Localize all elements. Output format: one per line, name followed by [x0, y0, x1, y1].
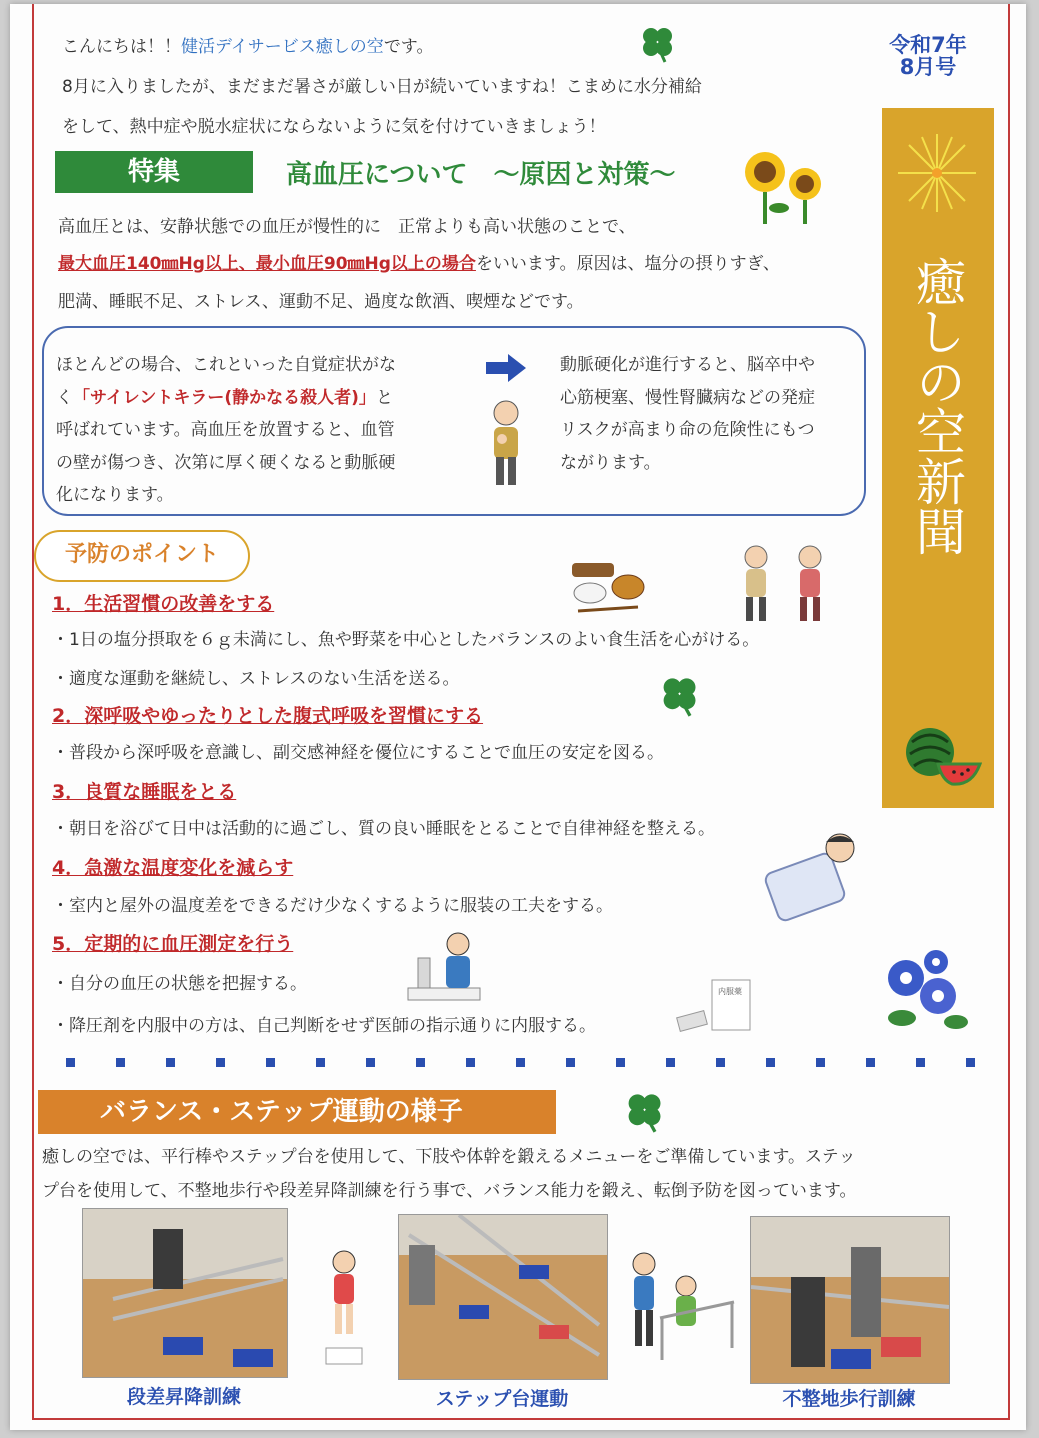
divider-dot: [316, 1058, 325, 1067]
medicine-bag-label: 内服薬: [718, 987, 742, 996]
point-1-heading: 1．生活習慣の改善をする: [52, 593, 275, 615]
point-3-bullet: ・朝日を浴びて日中は活動的に過ごし、質の良い睡眠をとることで自律神経を整える。: [52, 819, 715, 839]
sidebar-banner: [882, 108, 994, 808]
dotted-divider: [66, 1058, 966, 1068]
feature-tag: 特集: [55, 151, 253, 193]
info-right-line: 動脈硬化が進行すると、脳卒中や: [560, 355, 815, 375]
point-5-bullet-a: ・自分の血圧の状態を把握する。: [52, 974, 307, 994]
issue-month: 8月号: [899, 55, 957, 80]
point-5-bullet-b: ・降圧剤を内服中の方は、自己判断をせず医師の指示通りに内服する。: [52, 1016, 596, 1036]
point-1-bullet-b: ・適度な運動を継続し、ストレスのない生活を送る。: [52, 669, 460, 689]
feature-paragraph-2: [58, 253, 780, 276]
divider-dot: [966, 1058, 975, 1067]
divider-dot: [466, 1058, 475, 1067]
info-left-line-2-suffix: と: [375, 387, 393, 408]
divider-dot: [716, 1058, 725, 1067]
info-left-line: 呼ばれています。高血圧を放置すると、血管: [56, 420, 395, 440]
point-3-heading: 3．良質な睡眠をとる: [52, 781, 237, 803]
greeting-suffix: です。: [383, 37, 434, 57]
point-4-bullet: ・室内と屋外の温度差をできるだけ少なくするように服装の工夫をする。: [52, 896, 613, 916]
caption-step-platform-exercise: ステップ台運動: [435, 1388, 569, 1410]
blood-pressure-measurement-icon: [406, 932, 484, 1004]
divider-dot: [666, 1058, 675, 1067]
sleeping-person-icon: [762, 830, 862, 922]
info-left-line: ほとんどの場合、これといった自覚症状がな: [56, 355, 396, 375]
info-left-line: の壁が傷つき、次第に厚く硬くなると動脈硬: [56, 452, 396, 473]
divider-dot: [616, 1058, 625, 1067]
prevention-heading: 予防のポイント: [34, 530, 250, 582]
feature-paragraph-1: 高血圧とは、安静状態での血圧が慢性的に 正常よりも高い状態のことで、: [58, 217, 636, 237]
intro-line-2: 8月に入りましたが、まだまだ暑さが厳しい日が続いていますね！こまめに水分補給: [62, 77, 702, 97]
info-right-line: ながります。: [560, 452, 661, 473]
info-box-left-text: [56, 349, 396, 512]
feature-paragraph-2-rest: をいいます。原因は、塩分の摂りすぎ、: [475, 254, 780, 274]
info-right-line: リスクが高まり命の危険性にもつ: [560, 420, 815, 440]
arrow-right-icon: [486, 354, 526, 382]
clover-icon: [622, 1090, 666, 1134]
point-1-bullet-a: ・1日の塩分摂取を６ｇ未満にし、魚や野菜を中心としたバランスのよい食生活を心がける。: [52, 630, 760, 650]
photo-uneven-ground-walking: [750, 1216, 950, 1384]
divider-dot: [816, 1058, 825, 1067]
clover-icon: [657, 674, 701, 718]
elderly-man-chest-pain-icon: [482, 397, 530, 489]
feature-paragraph-3: 肥満、睡眠不足、ストレス、運動不足、過度な飲酒、喫煙などです。: [58, 292, 584, 312]
divider-dot: [416, 1058, 425, 1067]
issue-year: 令和7年: [889, 33, 967, 57]
photo-step-up-training: [82, 1208, 288, 1378]
divider-dot: [366, 1058, 375, 1067]
divider-dot: [566, 1058, 575, 1067]
info-box-right-text: [560, 349, 815, 479]
info-left-line: [56, 382, 396, 415]
intro-line-3: をして、熱中症や脱水症状にならないように気を付けていきましょう！: [62, 117, 606, 137]
watermelon-icon: [902, 718, 982, 788]
point-4-heading: 4．急激な温度変化を減らす: [52, 857, 294, 879]
girl-step-exercise-icon: [322, 1248, 366, 1372]
greeting-prefix: こんにちは！！: [62, 37, 181, 57]
info-left-line: 化になります。: [56, 485, 174, 505]
sunflower-icon: [735, 146, 835, 226]
divider-dot: [516, 1058, 525, 1067]
caption-step-up-training: 段差昇降訓練: [126, 1386, 241, 1408]
info-left-line-2-prefix: く: [56, 387, 73, 408]
blood-pressure-criteria: 最大血圧140㎜Hg以上、最小血圧90㎜Hg以上の場合: [58, 254, 476, 274]
silent-killer-term: 「サイレントキラー(静かなる殺人者)」: [73, 387, 376, 408]
photo-step-platform-exercise: [398, 1214, 608, 1380]
point-5-heading: 5．定期的に血圧測定を行う: [52, 933, 294, 955]
newsletter-page: [10, 4, 1026, 1430]
divider-dot: [766, 1058, 775, 1067]
balance-description-line-2: プ台を使用して、不整地歩行や段差昇降訓練を行う事で、バランス能力を鍛え、転倒予防を図っています。: [42, 1181, 857, 1201]
newsletter-title: 癒しの空新聞: [908, 256, 966, 556]
greeting-line: [62, 36, 433, 59]
divider-dot: [866, 1058, 875, 1067]
issue-date: [878, 34, 978, 78]
point-2-heading: 2．深呼吸やゆったりとした腹式呼吸を習慣にする: [52, 705, 484, 727]
divider-dot: [216, 1058, 225, 1067]
divider-dot: [116, 1058, 125, 1067]
divider-dot: [166, 1058, 175, 1067]
clover-icon: [637, 24, 677, 64]
info-right-line: 心筋梗塞、慢性腎臓病などの発症: [560, 387, 815, 408]
medicine-icon: [674, 978, 756, 1036]
morning-glory-icon: [876, 948, 976, 1038]
walking-with-parallel-bars-icon: [626, 1248, 738, 1362]
divider-dot: [66, 1058, 75, 1067]
point-2-bullet: ・普段から深呼吸を意識し、副交感神経を優位にすることで血圧の安定を図る。: [52, 743, 664, 763]
feature-title: 高血圧について ～原因と対策～: [286, 160, 676, 190]
balance-description-line-1: 癒しの空では、平行棒やステップ台を使用して、下肢や体幹を鍛えるメニューをご準備しています。ステッ: [42, 1147, 856, 1167]
divider-dot: [266, 1058, 275, 1067]
divider-dot: [916, 1058, 925, 1067]
greeting-facility-name: 健活デイサービス癒しの空: [181, 37, 384, 57]
elderly-couple-exercise-icon: [728, 543, 840, 625]
japanese-meal-icon: [568, 557, 648, 619]
fireworks-icon: [894, 130, 980, 216]
caption-uneven-ground-walking: 不整地歩行訓練: [782, 1388, 916, 1410]
balance-banner: バランス・ステップ運動の様子: [38, 1090, 556, 1134]
